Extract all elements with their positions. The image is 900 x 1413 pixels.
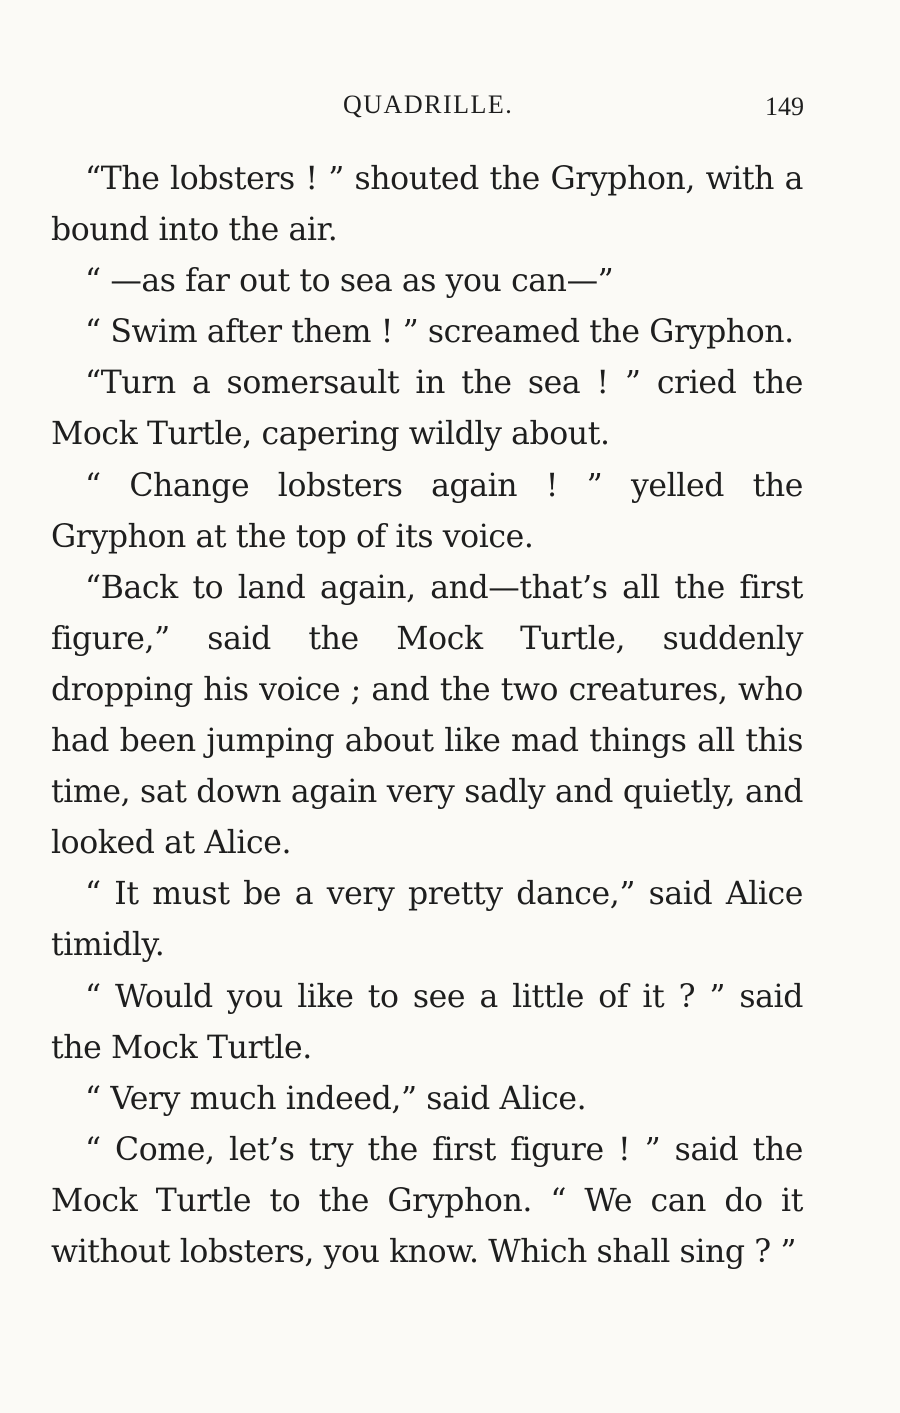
paragraph: “ Would you like to see a little of it ? ” said the Mock Turtle. [51,978,803,1066]
paragraph: “Back to land again, and—that’s all the first figure,” said the Mock Turtle, suddenly dropping his voice ; and the two creatures, who had been jumping about like mad things all this time, sat down again very sadly and quietly, and looked at Alice. [51,569,803,862]
page-number: 149 [765,92,804,121]
running-head: QUADRILLE. [343,90,514,119]
paragraph: “ —as far out to sea as you can—” [85,263,614,300]
paragraph: “The lobsters ! ” shouted the Gryphon, with a bound into the air. [51,161,803,249]
paragraph: “ It must be a very pretty dance,” said Alice timidly. [51,876,803,964]
page-header [0,90,900,130]
paragraph: “ Very much indeed,” said Alice. [85,1080,587,1117]
paragraph: “ Swim after them ! ” screamed the Gryphon. [85,314,794,351]
body-text [51,154,803,1278]
paragraph: “ Change lobsters again ! ” yelled the Gryphon at the top of its voice. [51,467,803,555]
paragraph: “ Come, let’s try the first figure ! ” said the Mock Turtle to the Gryphon. “ We can do it without lobsters, you know. Which shall sing ? ” [51,1131,803,1270]
paragraph: “Turn a somersault in the sea ! ” cried the Mock Turtle, capering wildly about. [51,365,803,453]
